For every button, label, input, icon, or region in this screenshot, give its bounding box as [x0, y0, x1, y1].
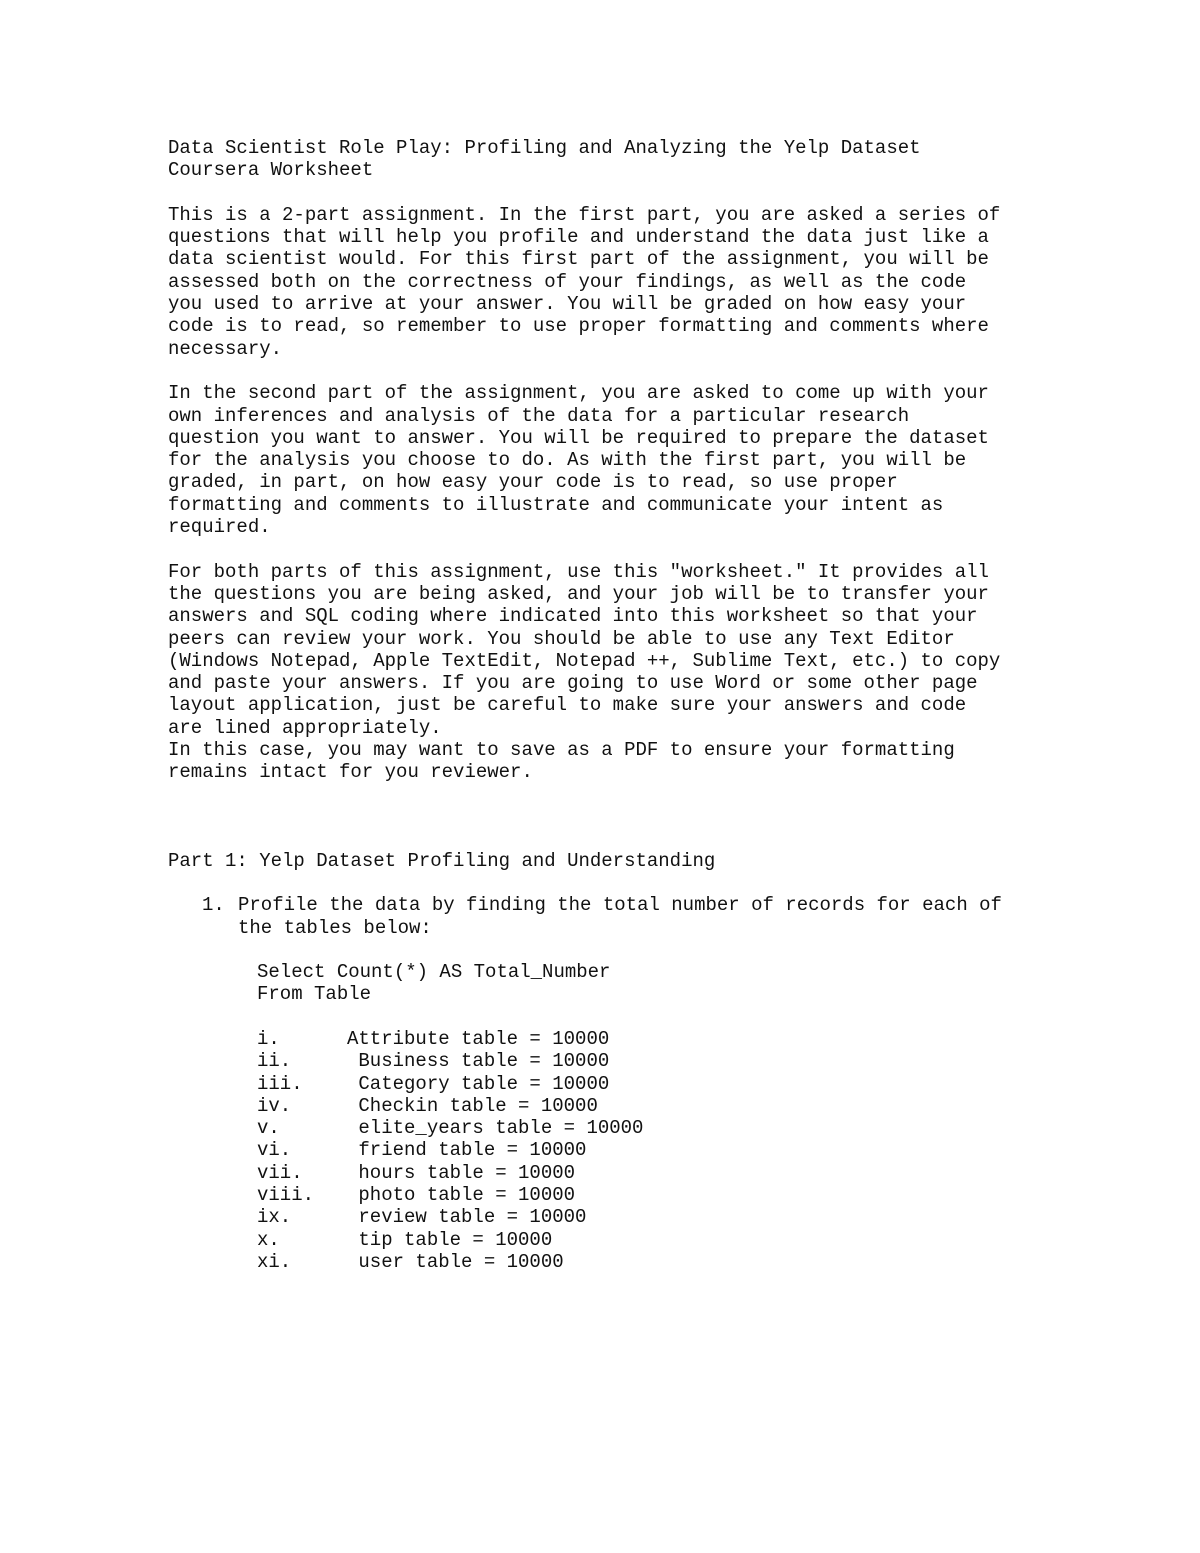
list-item-number: ii.	[257, 1050, 292, 1073]
paragraph-line: necessary.	[168, 337, 283, 360]
list-item-number: x.	[257, 1228, 280, 1251]
list-item-number: iii.	[257, 1072, 303, 1095]
document-page	[168, 137, 1048, 1273]
list-item-number: i.	[257, 1027, 280, 1050]
list-item	[257, 1251, 1048, 1273]
list-item-number: viii.	[257, 1184, 315, 1207]
paragraph-line: questions that will help you profile and understand the data just like a	[168, 226, 989, 249]
list-item-number: vi.	[257, 1139, 292, 1162]
list-item	[257, 1028, 1048, 1050]
list-item-text: photo table = 10000	[347, 1184, 576, 1207]
list-item	[257, 1073, 1048, 1095]
paragraph-line: required.	[168, 516, 271, 539]
part1-heading: Part 1: Yelp Dataset Profiling and Understanding	[168, 849, 716, 872]
list-item-text: tip table = 10000	[347, 1228, 553, 1251]
paragraph-line: remains intact for you reviewer.	[168, 761, 533, 784]
list-item	[257, 1184, 1048, 1206]
paragraph-line: you used to arrive at your answer. You will be graded on how easy your	[168, 293, 967, 316]
paragraph-part-two	[168, 382, 1048, 538]
paragraph-line: code is to read, so remember to use proper formatting and comments where	[168, 315, 989, 338]
list-item-text: friend table = 10000	[347, 1139, 587, 1162]
paragraph-worksheet-usage	[168, 561, 1048, 784]
code-line: Select Count(*) AS Total_Number	[257, 961, 611, 984]
list-item-number: ix.	[257, 1206, 292, 1229]
spacer	[168, 1006, 1048, 1028]
spacer	[168, 939, 1048, 961]
paragraph-line: peers can review your work. You should be able to use any Text Editor	[168, 627, 955, 650]
spacer	[168, 182, 1048, 204]
paragraph-line: formatting and comments to illustrate and communicate your intent as	[168, 493, 944, 516]
paragraph-line: In the second part of the assignment, you are asked to come up with your	[168, 382, 989, 405]
list-item-number: xi.	[257, 1250, 292, 1273]
question-1	[202, 894, 1048, 939]
paragraph-line: for the analysis you choose to do. As with the first part, you will be	[168, 449, 967, 472]
paragraph-line: In this case, you may want to save as a PDF to ensure your formatting	[168, 739, 955, 762]
list-item-text: Business table = 10000	[347, 1050, 610, 1073]
list-item-text: Checkin table = 10000	[347, 1094, 598, 1117]
spacer	[168, 538, 1048, 560]
paragraph-line: For both parts of this assignment, use this "worksheet." It provides all	[168, 560, 989, 583]
list-item-text: hours table = 10000	[347, 1161, 576, 1184]
paragraph-line: This is a 2-part assignment. In the first part, you are asked a series of	[168, 203, 1001, 226]
paragraph-line: answers and SQL coding where indicated into this worksheet so that your	[168, 605, 978, 628]
list-item	[257, 1050, 1048, 1072]
list-item-text: Category table = 10000	[347, 1072, 610, 1095]
list-item	[257, 1162, 1048, 1184]
paragraph-line: and paste your answers. If you are going to use Word or some other page	[168, 672, 978, 695]
paragraph-line: (Windows Notepad, Apple TextEdit, Notepad ++, Sublime Text, etc.) to copy	[168, 649, 1001, 672]
paragraph-line: data scientist would. For this first part of the assignment, you will be	[168, 248, 989, 271]
list-item-number: vii.	[257, 1161, 303, 1184]
list-item-number: v.	[257, 1117, 280, 1140]
question-text	[238, 894, 1002, 939]
code-line: From Table	[257, 983, 372, 1006]
paragraph-line: graded, in part, on how easy your code is to read, so use proper	[168, 471, 898, 494]
question-number: 1.	[202, 894, 225, 917]
paragraph-line: own inferences and analysis of the data for a particular research	[168, 404, 910, 427]
list-item-text: review table = 10000	[347, 1206, 587, 1229]
paragraph-line: question you want to answer. You will be required to prepare the dataset	[168, 426, 989, 449]
document-subtitle: Coursera Worksheet	[168, 159, 374, 182]
paragraph-intro	[168, 204, 1048, 360]
list-item	[257, 1229, 1048, 1251]
list-item	[257, 1206, 1048, 1228]
list-item-number: iv.	[257, 1094, 292, 1117]
spacer	[168, 872, 1048, 894]
list-item-text: elite_years table = 10000	[347, 1117, 644, 1140]
paragraph-line: layout application, just be careful to make sure your answers and code	[168, 694, 967, 717]
question-line: Profile the data by finding the total number of records for each of	[238, 894, 1002, 917]
list-item	[257, 1117, 1048, 1139]
list-item	[257, 1139, 1048, 1161]
question-line: the tables below:	[238, 916, 432, 939]
spacer	[168, 784, 1048, 850]
table-count-list	[257, 1028, 1048, 1273]
paragraph-line: assessed both on the correctness of your findings, as well as the code	[168, 270, 967, 293]
list-item-text: user table = 10000	[347, 1250, 564, 1273]
document-title: Data Scientist Role Play: Profiling and Analyzing the Yelp Dataset	[168, 137, 921, 159]
list-item-text: Attribute table = 10000	[347, 1027, 610, 1050]
paragraph-line: are lined appropriately.	[168, 716, 442, 739]
spacer	[168, 360, 1048, 382]
list-item	[257, 1095, 1048, 1117]
sql-code-block	[257, 961, 1048, 1006]
paragraph-line: the questions you are being asked, and your job will be to transfer your	[168, 582, 989, 605]
